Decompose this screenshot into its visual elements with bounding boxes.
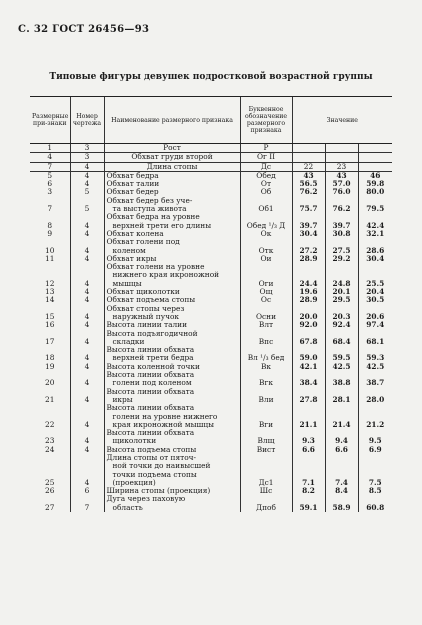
table-row bbox=[30, 230, 392, 238]
table-row bbox=[30, 487, 392, 495]
row-number: 17 bbox=[45, 336, 55, 346]
row-name-line: Обхват стопы через bbox=[106, 303, 185, 313]
row-name-line: Обхват бедер bbox=[106, 187, 159, 197]
value-cell: 27.8 bbox=[292, 388, 325, 405]
value-cell: 28.1 bbox=[325, 388, 358, 405]
value-cell: 46 bbox=[358, 171, 392, 180]
row-name-line: верхней трети его длины bbox=[112, 220, 212, 230]
row-name bbox=[104, 305, 240, 322]
table-row bbox=[30, 263, 392, 288]
row-symbol: Ок bbox=[240, 230, 292, 238]
value-cell: 59.1 bbox=[292, 495, 325, 512]
figure-number: 4 bbox=[70, 171, 104, 180]
row-number: 21 bbox=[45, 394, 55, 404]
table-row bbox=[30, 404, 392, 429]
row-name-line: Длина стопы от пяточ- bbox=[106, 452, 197, 462]
value-cell: 6.9 bbox=[358, 446, 392, 454]
row-symbol: Вл ¹/₃ бед bbox=[240, 346, 292, 363]
value-cell: 32.1 bbox=[358, 230, 392, 238]
value-cell: 28.9 bbox=[292, 296, 325, 304]
table-row bbox=[30, 330, 392, 347]
row-name-line: Обхват икры bbox=[106, 253, 157, 263]
figure-number: 4 bbox=[70, 330, 104, 347]
row-name bbox=[104, 330, 240, 347]
row-symbol: Ос bbox=[240, 296, 292, 304]
table-row bbox=[30, 238, 392, 255]
row-name-line: голени под коленом bbox=[112, 378, 192, 388]
row-name-line: область bbox=[112, 502, 143, 512]
row-number: 15 bbox=[45, 311, 55, 321]
figure-number: 4 bbox=[70, 346, 104, 363]
row-number: 3 bbox=[47, 187, 53, 197]
value-cell bbox=[325, 153, 358, 162]
value-cell: 59.3 bbox=[358, 346, 392, 363]
table-row bbox=[30, 305, 392, 322]
value-cell bbox=[325, 144, 358, 153]
row-name-line: Обхват голени на уровне bbox=[106, 262, 205, 272]
row-number: 22 bbox=[45, 419, 55, 429]
row-name-line: Обхват подъема стопы bbox=[106, 295, 196, 305]
row-number: 18 bbox=[45, 353, 55, 363]
figure-number: 4 bbox=[70, 305, 104, 322]
row-number: 6 bbox=[47, 179, 53, 189]
figure-number: 4 bbox=[70, 230, 104, 238]
figure-number: 6 bbox=[70, 487, 104, 495]
row-symbol: Вги bbox=[240, 404, 292, 429]
table-row bbox=[30, 371, 392, 388]
value-cell: 39.7 bbox=[292, 213, 325, 230]
row-name-line: щиколотки bbox=[112, 436, 157, 446]
row-number: 8 bbox=[47, 220, 53, 230]
row-number: 7 bbox=[30, 162, 70, 171]
row-symbol: Вгк bbox=[240, 371, 292, 388]
value-cell: 97.4 bbox=[358, 321, 392, 329]
value-cell: 20.4 bbox=[358, 288, 392, 296]
table-row bbox=[30, 197, 392, 214]
value-cell: 60.8 bbox=[358, 495, 392, 512]
value-cell: 27.5 bbox=[325, 238, 358, 255]
value-cell: 21.1 bbox=[292, 404, 325, 429]
row-name-line: Высота подъягодичной bbox=[106, 328, 198, 338]
row-name-line: Обхват талии bbox=[106, 179, 160, 189]
row-symbol: Ощ bbox=[240, 288, 292, 296]
value-cell bbox=[292, 153, 325, 162]
row-number: 14 bbox=[45, 295, 55, 305]
figure-number: 4 bbox=[70, 162, 104, 171]
row-number: 13 bbox=[45, 287, 55, 297]
value-cell: 56.5 bbox=[292, 180, 325, 188]
row-number: 24 bbox=[45, 444, 55, 454]
value-cell: 7.5 bbox=[358, 454, 392, 487]
row-name-line: точки подъема стопы bbox=[112, 469, 197, 479]
row-symbol: Р bbox=[240, 144, 292, 153]
row-symbol: Шс bbox=[240, 487, 292, 495]
value-cell: 59.5 bbox=[325, 346, 358, 363]
row-name bbox=[104, 404, 240, 429]
value-cell: 68.1 bbox=[358, 330, 392, 347]
figure-number: 4 bbox=[70, 321, 104, 329]
row-name-text: Длина стопы bbox=[146, 161, 198, 171]
value-cell: 68.4 bbox=[325, 330, 358, 347]
row-name-line: Высота подъема стопы bbox=[106, 444, 197, 454]
value-cell: 9.3 bbox=[292, 429, 325, 446]
figure-number: 4 bbox=[70, 255, 104, 263]
table-row bbox=[30, 454, 392, 487]
value-cell: 8.5 bbox=[358, 487, 392, 495]
figure-number: 4 bbox=[70, 296, 104, 304]
value-cell: 28.9 bbox=[292, 255, 325, 263]
row-symbol: От bbox=[240, 180, 292, 188]
row-symbol: Вк bbox=[240, 363, 292, 371]
value-cell: 28.0 bbox=[358, 388, 392, 405]
value-cell: 9.5 bbox=[358, 429, 392, 446]
table-row bbox=[30, 255, 392, 263]
row-name-line: коленом bbox=[112, 245, 146, 255]
row-symbol: Дс bbox=[240, 162, 292, 171]
value-cell: 20.3 bbox=[325, 305, 358, 322]
row-symbol: Об bbox=[240, 188, 292, 196]
size-value: 22 bbox=[292, 162, 325, 171]
value-cell: 76.2 bbox=[292, 188, 325, 196]
row-name bbox=[104, 388, 240, 405]
value-cell: 79.5 bbox=[358, 197, 392, 214]
row-name bbox=[104, 429, 240, 446]
row-name-line: Ширина стопы (проекция) bbox=[106, 486, 211, 496]
value-cell: 21.2 bbox=[358, 404, 392, 429]
row-name bbox=[104, 153, 240, 162]
row-symbol: Влт bbox=[240, 321, 292, 329]
value-cell: 28.6 bbox=[358, 238, 392, 255]
value-cell: 67.8 bbox=[292, 330, 325, 347]
value-cell: 38.4 bbox=[292, 371, 325, 388]
row-number: 5 bbox=[47, 170, 53, 180]
col-name: Наименование размерного признака bbox=[104, 97, 240, 144]
row-number: 7 bbox=[47, 204, 53, 214]
row-number: 26 bbox=[45, 486, 55, 496]
figure-number: 7 bbox=[70, 495, 104, 512]
row-name-line: Обхват колена bbox=[106, 228, 164, 238]
table-row bbox=[30, 388, 392, 405]
value-cell: 43 bbox=[292, 171, 325, 180]
size-value: 23 bbox=[325, 162, 358, 171]
value-cell: 30.4 bbox=[292, 230, 325, 238]
row-name-line: Дуга через паховую bbox=[106, 494, 186, 504]
value-cell: 43 bbox=[325, 171, 358, 180]
row-name-line: Обхват бедра на уровне bbox=[106, 212, 200, 222]
table-row bbox=[30, 321, 392, 329]
figure-number: 4 bbox=[70, 363, 104, 371]
table-header-row bbox=[30, 97, 392, 144]
value-cell: 20.6 bbox=[358, 305, 392, 322]
row-number: 19 bbox=[45, 361, 55, 371]
row-name-text: Рост bbox=[163, 143, 181, 152]
value-cell: 42.5 bbox=[325, 363, 358, 371]
value-cell: 9.4 bbox=[325, 429, 358, 446]
row-name-line: наружный пучок bbox=[112, 311, 180, 321]
row-number: 20 bbox=[45, 378, 55, 388]
row-name-line: Высота линии обхвата bbox=[106, 386, 195, 396]
col-symbol: Буквенное обозначение размерного признака bbox=[240, 97, 292, 144]
row-symbol: Отк bbox=[240, 238, 292, 255]
size-value bbox=[358, 162, 392, 171]
value-cell: 20.0 bbox=[292, 305, 325, 322]
row-name bbox=[104, 213, 240, 230]
row-symbol: Дс1 bbox=[240, 454, 292, 487]
value-cell: 6.6 bbox=[292, 446, 325, 454]
row-name-line: (проекция) bbox=[112, 477, 156, 487]
value-cell: 59.8 bbox=[358, 180, 392, 188]
value-cell: 58.9 bbox=[325, 495, 358, 512]
value-cell: 75.7 bbox=[292, 197, 325, 214]
value-cell: 29.2 bbox=[325, 255, 358, 263]
table-row bbox=[30, 495, 392, 512]
row-number: 27 bbox=[45, 502, 55, 512]
row-symbol: Ог II bbox=[240, 153, 292, 162]
figure-number: 4 bbox=[70, 429, 104, 446]
row-symbol: Обед bbox=[240, 171, 292, 180]
figure-number: 5 bbox=[70, 188, 104, 196]
figure-number: 4 bbox=[70, 371, 104, 388]
row-symbol: Вист bbox=[240, 446, 292, 454]
row-name-line: складки bbox=[112, 336, 145, 346]
row-name-line: ной точки до наивысшей bbox=[112, 461, 211, 471]
row-name-line: Высота линии обхвата bbox=[106, 370, 195, 380]
value-cell: 27.2 bbox=[292, 238, 325, 255]
row-number: 10 bbox=[45, 245, 55, 255]
table-row bbox=[30, 429, 392, 446]
row-name bbox=[104, 238, 240, 255]
value-cell: 30.8 bbox=[325, 230, 358, 238]
row-name bbox=[104, 371, 240, 388]
figure-number: 4 bbox=[70, 213, 104, 230]
col-figure-number: Номер чертежа bbox=[70, 97, 104, 144]
row-number: 23 bbox=[45, 436, 55, 446]
value-cell: 6.6 bbox=[325, 446, 358, 454]
value-cell: 25.5 bbox=[358, 263, 392, 288]
row-symbol: Впс bbox=[240, 330, 292, 347]
table-title: Типовые фигуры девушек подростковой возрастной группы bbox=[49, 72, 373, 82]
value-cell bbox=[358, 153, 392, 162]
row-number: 11 bbox=[45, 253, 55, 263]
row-symbol: Обед ¹/₃ Д bbox=[240, 213, 292, 230]
value-cell: 24.8 bbox=[325, 263, 358, 288]
row-name-text: Обхват груди второй bbox=[131, 152, 213, 162]
value-cell: 29.5 bbox=[325, 296, 358, 304]
figure-number: 4 bbox=[70, 388, 104, 405]
col-value: Значение bbox=[292, 97, 392, 144]
row-symbol: Оги bbox=[240, 263, 292, 288]
row-number: 4 bbox=[30, 153, 70, 162]
row-number: 1 bbox=[30, 144, 70, 153]
value-cell: 20.1 bbox=[325, 288, 358, 296]
table-row bbox=[30, 446, 392, 454]
value-cell: 59.0 bbox=[292, 346, 325, 363]
row-name-line: голени на уровне нижнего bbox=[112, 411, 218, 421]
value-cell: 30.4 bbox=[358, 255, 392, 263]
row-name-line: нижнего края икроножной bbox=[112, 270, 220, 280]
row-name bbox=[104, 454, 240, 487]
row-symbol: Ои bbox=[240, 255, 292, 263]
figure-number: 4 bbox=[70, 238, 104, 255]
figure-number: 4 bbox=[70, 263, 104, 288]
row-name-line: Высота линии обхвата bbox=[106, 403, 195, 413]
figure-number: 5 bbox=[70, 197, 104, 214]
row-number: 16 bbox=[45, 320, 55, 330]
value-cell: 57.0 bbox=[325, 180, 358, 188]
row-name-line: Обхват бедер без уче- bbox=[106, 195, 193, 205]
value-cell: 42.1 bbox=[292, 363, 325, 371]
measurements-table bbox=[30, 96, 392, 512]
row-name-line: мышцы bbox=[112, 278, 142, 288]
row-number: 12 bbox=[45, 278, 55, 288]
value-cell bbox=[292, 144, 325, 153]
table-row bbox=[30, 188, 392, 196]
row-number: 25 bbox=[45, 477, 55, 487]
value-cell: 39.7 bbox=[325, 213, 358, 230]
row-name-line: Высота коленной точки bbox=[106, 361, 200, 371]
row-name bbox=[104, 197, 240, 214]
table-row bbox=[30, 346, 392, 363]
figure-number: 3 bbox=[70, 144, 104, 153]
table-row bbox=[30, 296, 392, 304]
figure-number: 4 bbox=[70, 446, 104, 454]
page-header: С. 32 ГОСТ 26456—93 bbox=[18, 24, 150, 35]
size-row bbox=[30, 162, 392, 171]
table-row bbox=[30, 213, 392, 230]
figure-number: 4 bbox=[70, 180, 104, 188]
value-cell: 21.4 bbox=[325, 404, 358, 429]
col-dim-number: Размерные при-знаки bbox=[30, 97, 70, 144]
row-name-line: края икроножной мышцы bbox=[112, 419, 214, 429]
figure-number: 4 bbox=[70, 404, 104, 429]
row-name-line: Обхват щиколотки bbox=[106, 287, 180, 297]
value-cell: 38.8 bbox=[325, 371, 358, 388]
value-cell: 76.0 bbox=[325, 188, 358, 196]
value-cell: 92.0 bbox=[292, 321, 325, 329]
figure-number: 4 bbox=[70, 288, 104, 296]
value-cell: 30.5 bbox=[358, 296, 392, 304]
row-name bbox=[104, 346, 240, 363]
row-symbol: Влщ bbox=[240, 429, 292, 446]
row-name-line: Высота линии талии bbox=[106, 320, 188, 330]
value-cell: 7.4 bbox=[325, 454, 358, 487]
row-name bbox=[104, 162, 240, 171]
value-cell: 19.6 bbox=[292, 288, 325, 296]
row-name-line: икры bbox=[112, 394, 133, 404]
row-name bbox=[104, 495, 240, 512]
value-cell bbox=[358, 144, 392, 153]
row-name bbox=[104, 263, 240, 288]
row-symbol: Вли bbox=[240, 388, 292, 405]
figure-number: 4 bbox=[70, 454, 104, 487]
row-name-line: верхней трети бедра bbox=[112, 353, 194, 363]
table-row bbox=[30, 363, 392, 371]
value-cell: 8.4 bbox=[325, 487, 358, 495]
value-cell: 38.7 bbox=[358, 371, 392, 388]
table-row bbox=[30, 153, 392, 162]
row-name-line: Обхват бедра bbox=[106, 170, 159, 180]
row-symbol: Об1 bbox=[240, 197, 292, 214]
row-name-line: Обхват голени под bbox=[106, 237, 180, 247]
value-cell: 42.5 bbox=[358, 363, 392, 371]
value-cell: 42.4 bbox=[358, 213, 392, 230]
value-cell: 92.4 bbox=[325, 321, 358, 329]
row-symbol: Осни bbox=[240, 305, 292, 322]
value-cell: 80.0 bbox=[358, 188, 392, 196]
row-name-line: та выступа живота bbox=[112, 204, 187, 214]
value-cell: 7.1 bbox=[292, 454, 325, 487]
value-cell: 76.2 bbox=[325, 197, 358, 214]
row-name-line: Высота линии обхвата bbox=[106, 345, 195, 355]
row-symbol: Дпоб bbox=[240, 495, 292, 512]
row-number: 9 bbox=[47, 228, 53, 238]
value-cell: 8.2 bbox=[292, 487, 325, 495]
row-name-line: Высота линии обхвата bbox=[106, 428, 195, 438]
figure-number: 3 bbox=[70, 153, 104, 162]
value-cell: 24.4 bbox=[292, 263, 325, 288]
